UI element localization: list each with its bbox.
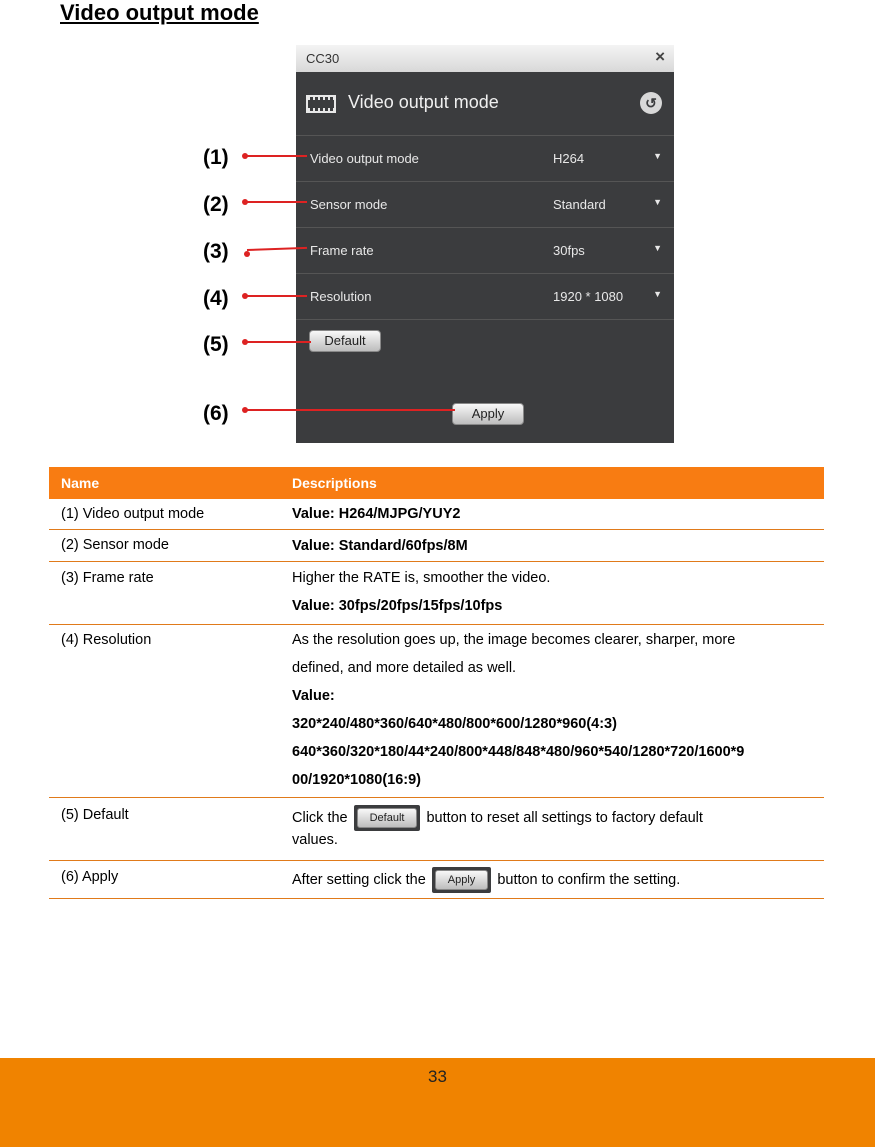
table-row [49,562,824,625]
video-output-panel [296,45,674,443]
dropdown-arrow-icon[interactable]: ▼ [653,197,662,207]
row-label: Video output mode [310,151,419,166]
row-text: values. [292,832,338,848]
callout-line [245,201,307,203]
default-button-image [354,805,421,831]
callout-2: (2) [203,193,229,216]
section-title: Video output mode [60,0,259,25]
dropdown-arrow-icon[interactable]: ▼ [653,289,662,299]
callout-dot [244,251,250,257]
dropdown-arrow-icon[interactable]: ▼ [653,151,662,161]
window-title: CC30 [306,51,340,66]
row-name: (2) Sensor mode [61,537,169,553]
row-text: button to reset all settings to factory default [426,810,703,826]
page-footer [0,1058,875,1147]
table-row [49,798,824,861]
row-name: (3) Frame rate [61,570,154,586]
resolution-row[interactable] [296,274,674,320]
row-label: Frame rate [310,243,374,258]
default-button-label: Default [357,808,418,828]
callout-line [245,155,307,157]
panel-header [296,72,674,136]
header-descriptions: Descriptions [292,475,377,491]
panel-header-title: Video output mode [348,92,499,112]
row-label: Sensor mode [310,197,388,212]
back-icon[interactable]: ↺ [640,92,662,114]
callout-5: (5) [203,333,229,356]
video-output-mode-select[interactable]: H264 [553,151,585,166]
row-name: (6) Apply [61,869,119,885]
callout-line [245,341,311,343]
table-row [49,625,824,798]
row-label: Resolution [310,289,372,304]
row-text: As the resolution goes up, the image becomes clearer, sharper, more [292,632,736,648]
video-output-mode-row[interactable] [296,136,674,182]
window-titlebar [296,45,674,72]
film-icon [306,95,336,113]
resolution-select[interactable]: 1920 * 1080 [553,289,624,304]
table-header [49,467,824,499]
row-value: Value: 30fps/20fps/15fps/10fps [292,598,503,614]
row-text: After setting click the [292,872,426,888]
row-name: (5) Default [61,807,129,823]
row-name: (4) Resolution [61,632,152,648]
row-text: button to confirm the setting. [497,872,681,888]
callout-3: (3) [203,240,229,263]
apply-button-label: Apply [435,870,489,890]
table-row [49,499,824,530]
callout-line [245,295,307,297]
callout-line [245,409,455,411]
apply-button[interactable]: Apply [452,403,524,425]
sensor-mode-select[interactable]: Standard [553,197,606,212]
default-button[interactable]: Default [309,330,381,352]
callout-4: (4) [203,287,229,310]
close-icon[interactable]: × [655,47,665,66]
row-value: 320*240/480*360/640*480/800*600/1280*960(4:3) [292,716,617,732]
callout-1: (1) [203,146,229,169]
row-text: Click the [292,810,348,826]
dropdown-arrow-icon[interactable]: ▼ [653,243,662,253]
page-number: 33 [428,1067,447,1086]
row-name: (1) Video output mode [61,506,205,522]
sensor-mode-row[interactable] [296,182,674,228]
row-value: Value: Standard/60fps/8M [292,538,468,554]
table-row [49,861,824,899]
row-value-label: Value: [292,688,335,704]
header-name: Name [61,475,100,491]
frame-rate-select[interactable]: 30fps [553,243,585,258]
row-value: 00/1920*1080(16:9) [292,772,421,788]
row-value: 640*360/320*180/44*240/800*448/848*480/960*540/1280*720/1600*9 [292,744,745,760]
frame-rate-row[interactable] [296,228,674,274]
row-text: defined, and more detailed as well. [292,660,517,676]
row-value: Value: H264/MJPG/YUY2 [292,506,461,522]
row-text: Higher the RATE is, smoother the video. [292,570,551,586]
apply-button-image [432,867,492,893]
table-row [49,530,824,562]
callout-6: (6) [203,402,229,425]
